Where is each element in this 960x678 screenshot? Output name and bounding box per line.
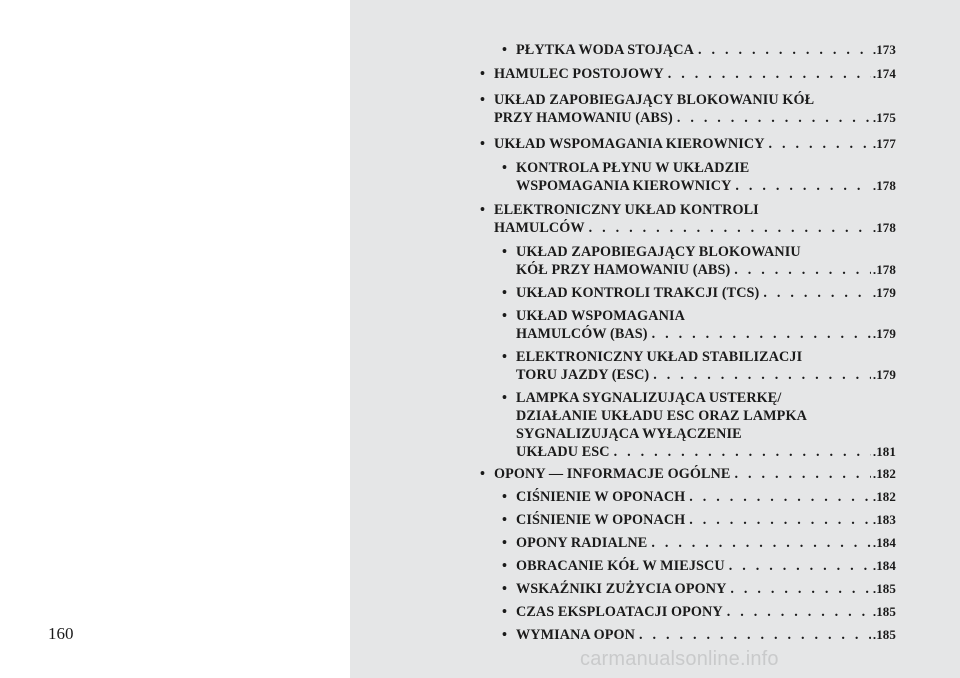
dot-leader [673,109,871,127]
toc-entry[interactable] [478,41,896,59]
dot-leader [664,65,871,83]
dot-leader [649,366,871,384]
toc-page-number: .183 [872,512,896,527]
toc-entry[interactable] [478,159,896,195]
toc-entry-title-line: PŁYTKA WODA STOJĄCA [516,42,694,58]
dot-leader [648,325,871,343]
toc-page-number: .185 [872,627,896,642]
bullet-icon: • [502,535,508,551]
toc-entry-last-line [516,603,896,621]
toc-entry[interactable] [478,580,896,598]
toc-page-number: .178 [872,220,896,235]
toc-page-number: .178 [872,178,896,193]
toc-page-number: .179 [872,285,896,300]
bullet-icon: • [502,390,508,406]
toc-entry[interactable] [478,626,896,644]
bullet-icon: • [480,466,486,482]
bullet-icon: • [502,512,508,528]
toc-entry-last-line [494,135,896,153]
toc-entry-title-line: UKŁADU ESC [516,444,610,460]
toc-entry[interactable] [478,603,896,621]
toc-entry-title-line: ELEKTRONICZNY UKŁAD KONTROLI [494,202,759,218]
toc-entry-title-line: OPONY — INFORMACJE OGÓLNE [494,466,731,482]
bullet-icon: • [480,136,486,152]
dot-leader [610,443,871,461]
toc-entry-title-line: UKŁAD ZAPOBIEGAJĄCY BLOKOWANIU KÓŁ [494,92,815,108]
left-page [0,0,350,678]
toc-entry-title-line: CIŚNIENIE W OPONACH [516,489,686,505]
bullet-icon: • [480,202,486,218]
toc-page-number: .174 [872,66,896,81]
toc-entry-title-line: PRZY HAMOWANIU (ABS) [494,110,673,126]
toc-entry-title-line: CIŚNIENIE W OPONACH [516,512,686,528]
toc-entry-title-line: UKŁAD WSPOMAGANIA [516,308,685,324]
toc-entry-last-line [516,488,896,506]
page-number: 160 [48,624,74,643]
watermark: carmanualsonline.info [580,648,779,670]
toc-page-number: .184 [872,558,896,573]
dot-leader [685,511,871,529]
toc-entry-title-line: UKŁAD WSPOMAGANIA KIEROWNICY [494,136,765,152]
bullet-icon: • [480,66,486,82]
toc-entry-last-line [516,580,896,598]
toc-page-number: .178 [872,262,896,277]
toc-entry[interactable] [478,135,896,153]
dot-leader [730,261,871,279]
toc-entry-last-line [516,443,896,461]
bullet-icon: • [502,244,508,260]
dot-leader [647,534,871,552]
toc-page-number: .184 [872,535,896,550]
toc-page-number: .177 [872,136,896,151]
bullet-icon: • [502,349,508,365]
toc-entry[interactable] [478,65,896,83]
toc-entry-title-line: DZIAŁANIE UKŁADU ESC ORAZ LAMPKA [516,408,807,424]
toc-entry-title-line: SYGNALIZUJĄCA WYŁĄCZENIE [516,426,742,442]
dot-leader [694,41,871,59]
toc-entry-title-line: ELEKTRONICZNY UKŁAD STABILIZACJI [516,349,803,365]
toc-entry-title-line: OBRACANIE KÓŁ W MIEJSCU [516,558,725,574]
dot-leader [723,603,871,621]
toc-entry-title-line: HAMULCÓW (BAS) [516,326,648,342]
toc-entry-last-line [516,366,896,384]
toc-entry-last-line [516,177,896,195]
toc-entry-title-line: HAMULCÓW [494,220,585,236]
toc-entry-last-line [494,219,896,237]
bullet-icon: • [502,558,508,574]
toc-entry-last-line [494,465,896,483]
toc-entry-last-line [516,626,896,644]
toc-page-number: .181 [872,444,896,459]
dot-leader [726,580,870,598]
toc-entry[interactable] [478,389,896,461]
toc-entry-last-line [516,325,896,343]
toc-entry-last-line [516,284,896,302]
toc-entry-title-line: WYMIANA OPON [516,627,636,643]
toc-entry-title-line: TORU JAZDY (ESC) [516,367,650,383]
toc-entry[interactable] [478,557,896,575]
toc-entry[interactable] [478,243,896,279]
bullet-icon: • [502,160,508,176]
dot-leader [685,488,871,506]
bullet-icon: • [480,92,486,108]
dot-leader [585,219,871,237]
toc-entry-title-line: UKŁAD KONTROLI TRAKCJI (TCS) [516,285,760,301]
table-of-contents [478,36,896,644]
toc-entry[interactable] [478,91,896,127]
toc-page-number: .185 [872,581,896,596]
dot-leader [635,626,871,644]
dot-leader [765,135,871,153]
dot-leader [759,284,870,302]
toc-entry-title-line: HAMULEC POSTOJOWY [494,66,664,82]
toc-page-number: .175 [872,110,896,125]
toc-entry-last-line [516,557,896,575]
dot-leader [725,557,871,575]
bullet-icon: • [502,581,508,597]
toc-entry-last-line [516,534,896,552]
dot-leader [731,177,870,195]
toc-entry-title-line: UKŁAD ZAPOBIEGAJĄCY BLOKOWANIU [516,244,801,260]
toc-entry[interactable] [478,511,896,529]
toc-page-number: .179 [872,326,896,341]
toc-entry-title-line: LAMPKA SYGNALIZUJĄCA USTERKĘ/ [516,390,782,406]
bullet-icon: • [502,42,508,58]
toc-entry[interactable] [478,348,896,384]
toc-entry-title-line: KÓŁ PRZY HAMOWANIU (ABS) [516,262,731,278]
toc-entry[interactable] [478,465,896,483]
toc-entry-title-line: WSKAŹNIKI ZUŻYCIA OPONY [516,581,727,597]
dot-leader [730,465,870,483]
toc-entry[interactable] [478,488,896,506]
bullet-icon: • [502,489,508,505]
toc-entry-title-line: WSPOMAGANIA KIEROWNICY [516,178,732,194]
toc-entry-last-line [516,41,896,59]
toc-entry[interactable] [478,307,896,343]
bullet-icon: • [502,604,508,620]
toc-page-number: .179 [872,367,896,382]
toc-entry-title-line: CZAS EKSPLOATACJI OPONY [516,604,723,620]
toc-page-number: .182 [872,466,896,481]
bullet-icon: • [502,308,508,324]
toc-entry[interactable] [478,201,896,237]
bullet-icon: • [502,627,508,643]
toc-page-number: .173 [872,42,896,57]
toc-page-number: .182 [872,489,896,504]
toc-entry-last-line [494,65,896,83]
toc-entry-last-line [494,109,896,127]
toc-entry-last-line [516,511,896,529]
toc-entry-title-line: KONTROLA PŁYNU W UKŁADZIE [516,160,750,176]
toc-page-number: .185 [872,604,896,619]
bullet-icon: • [502,285,508,301]
toc-entry[interactable] [478,534,896,552]
toc-entry[interactable] [478,284,896,302]
toc-entry-last-line [516,261,896,279]
toc-entry-title-line: OPONY RADIALNE [516,535,648,551]
